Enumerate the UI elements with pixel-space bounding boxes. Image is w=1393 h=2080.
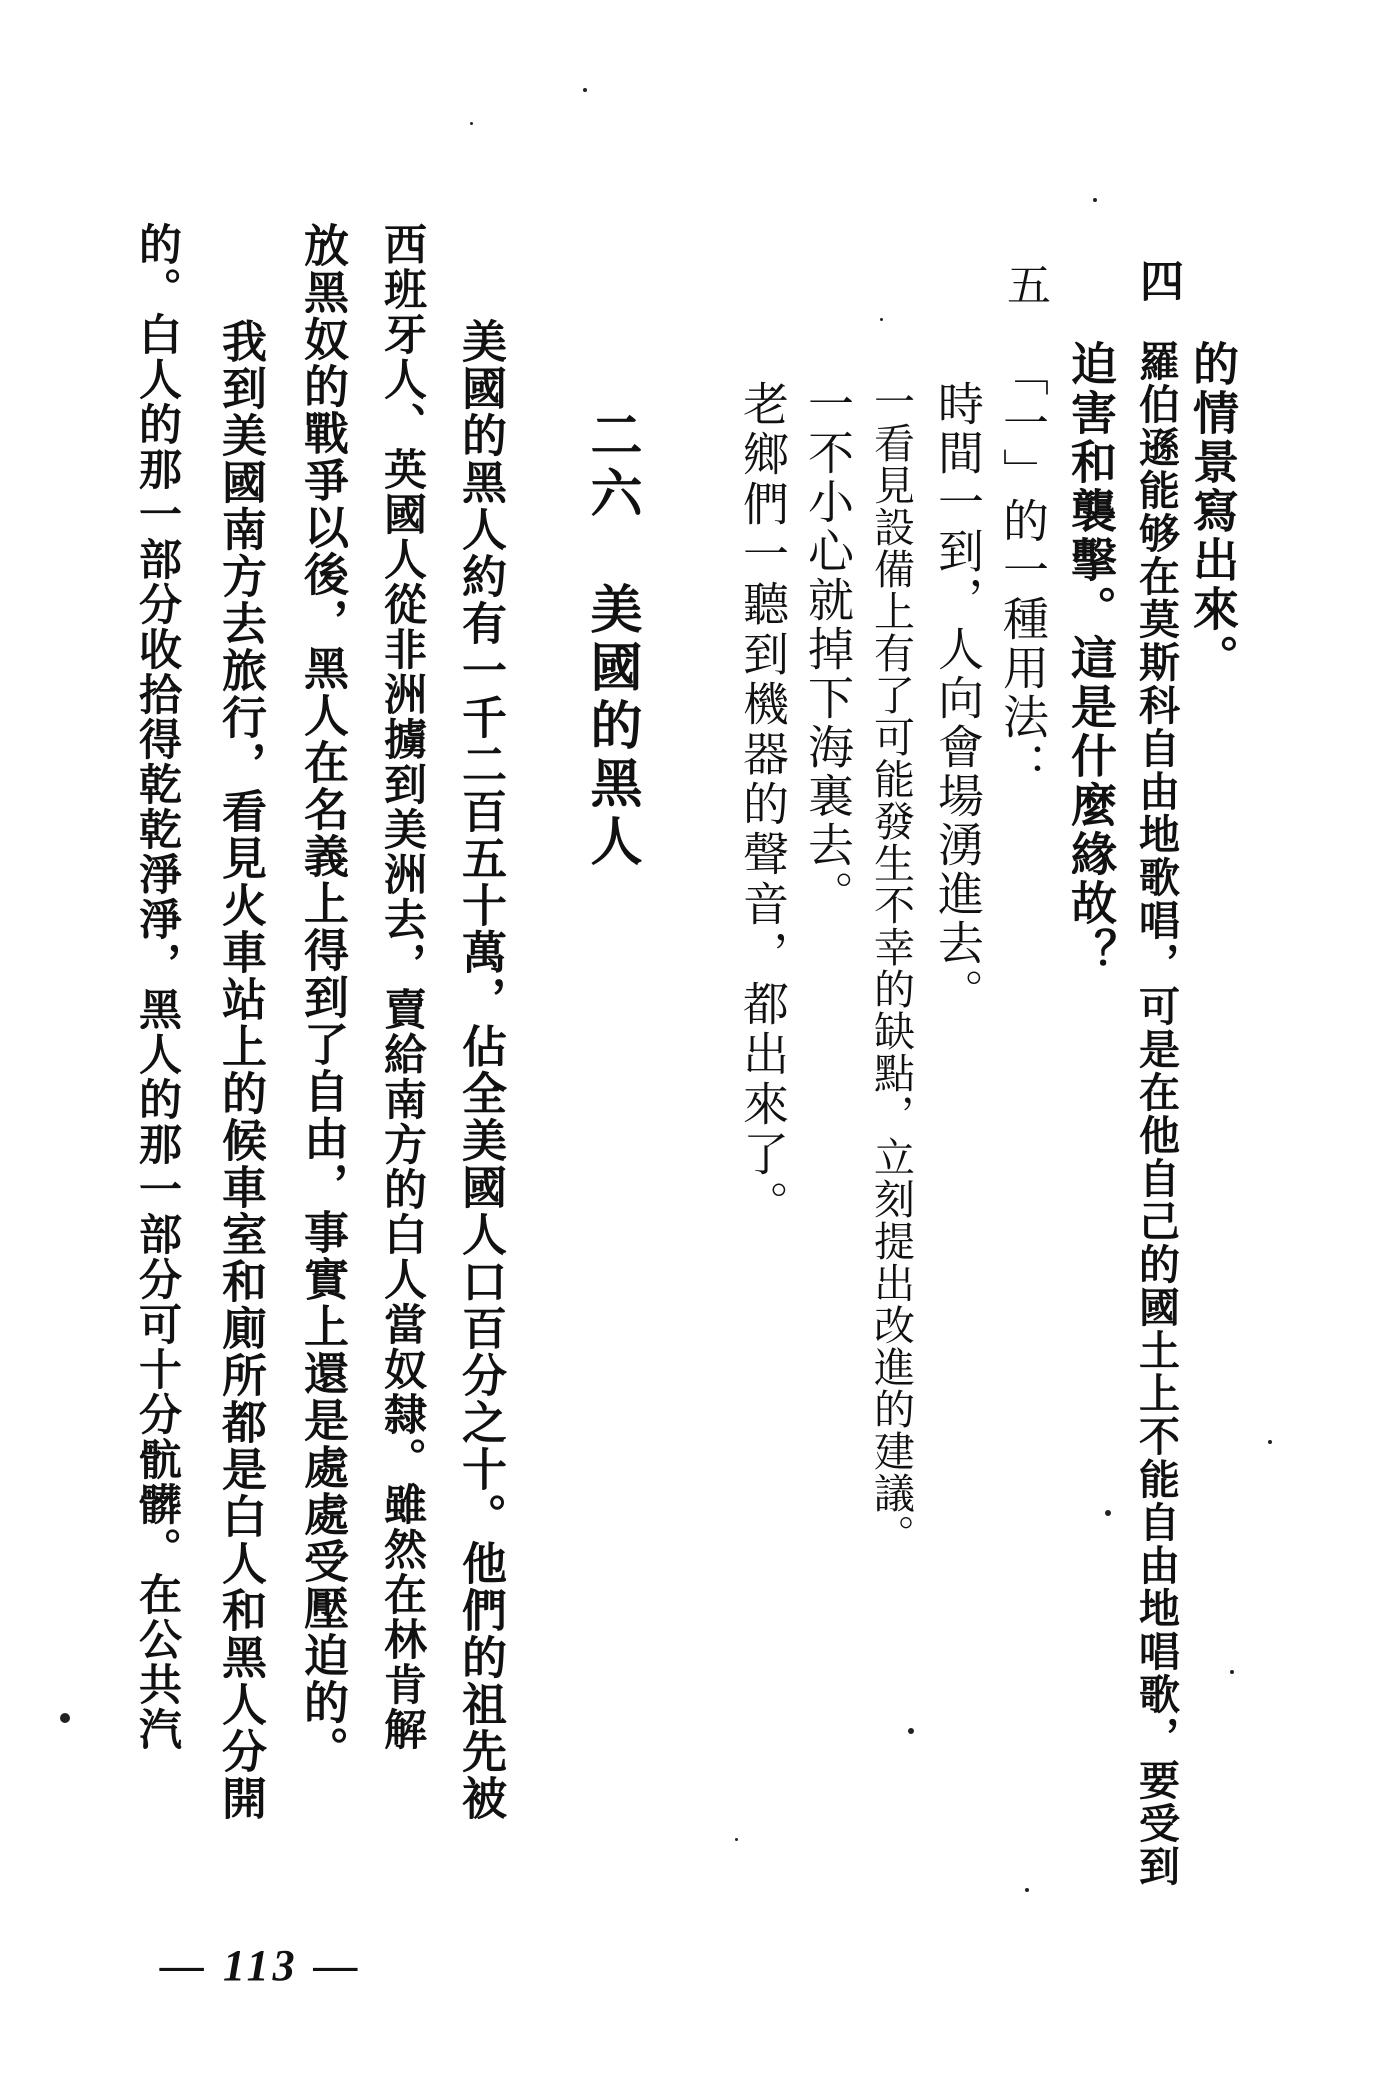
exercise-4-line-2: 迫害和襲擊。這是什麼緣故？	[1064, 340, 1118, 977]
article-line-5: 的。白人的那一部分收拾得乾乾淨淨，黑人的那一部分可十分骯髒。在公共汽	[132, 222, 182, 1752]
article-line-2: 西班牙人、英國人從非洲擄到美洲去，賣給南方的白人當奴隸。雖然在林肯解	[377, 222, 427, 1752]
scan-speck	[583, 88, 587, 92]
exercise-5-line-4: 一不小心就掉下海裏去。	[801, 380, 855, 919]
page-number: — 113 —	[160, 1941, 362, 1990]
exercise-4-line-1: 羅伯遜能够在莫斯科自由地歌唱，可是在他自己的國土上不能自由地唱歌，要受到	[1132, 340, 1180, 1888]
scan-speck	[735, 1838, 738, 1841]
scan-speck	[908, 1728, 914, 1734]
scan-speck	[880, 318, 883, 321]
text-line-closing: 的情景寫出來。	[1186, 340, 1240, 683]
article-line-3: 放黑奴的戰爭以後，黑人在名義上得到了自由，事實上還是處處受壓迫的。	[296, 222, 349, 1773]
exercise-5-line-3: 一看見設備上有了可能發生不幸的缺點，立刻提出改進的建議。	[867, 380, 915, 1556]
exercise-marker-4: 四	[1132, 258, 1183, 302]
exercise-5-line-5: 老鄉們一聽到機器的聲音，都出來了。	[736, 380, 790, 1230]
exercise-5-line-1: 「一」的一種用法：	[996, 350, 1050, 791]
scan-speck	[1025, 1888, 1029, 1892]
lesson-heading: 二六 美國的黑人	[581, 408, 642, 872]
scan-speck	[1093, 198, 1097, 202]
scan-speck	[1230, 1670, 1234, 1674]
scan-speck	[1105, 1510, 1111, 1516]
exercise-marker-5: 五	[999, 262, 1050, 306]
scan-speck	[470, 122, 473, 125]
scan-speck	[60, 1713, 70, 1723]
scan-speck	[1268, 1440, 1272, 1444]
article-line-1: 美國的黑人約有一千二百五十萬，佔全美國人口百分之十。他們的祖先被	[454, 318, 507, 1822]
article-line-4: 我到美國南方去旅行，看見火車站上的候車室和廁所都是白人和黑人分開	[214, 318, 267, 1822]
exercise-5-line-2: 時間一到，人向會場湧進去。	[931, 380, 985, 1017]
